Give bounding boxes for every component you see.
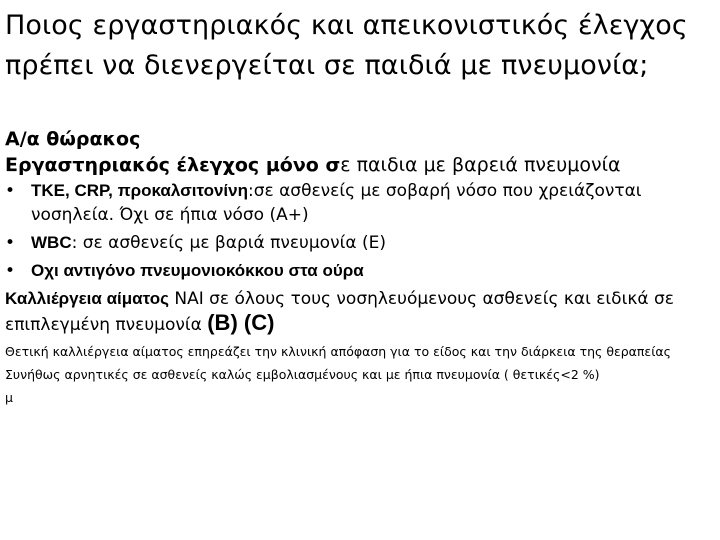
bullet-bold-text: Οχι αντιγόνο πνευμονιοκόκκου στα ούρα [31,261,364,280]
bullet-icon: • [5,261,16,281]
blood-culture-bold: Καλλιέργεια αίματος [5,289,169,308]
evidence-grade: (B) (C) [207,310,275,335]
bullet-item-wbc [5,231,717,255]
note-fragment: μ [5,390,13,405]
chest-xray-line: Α/α θώρακος [5,128,141,150]
bullet-icon: • [5,233,16,253]
bullet-text: : σε ασθενείς με βαριά πνευμονία (E) [71,233,386,253]
bullet-item-urine-antigen [5,259,717,283]
bullet-icon: • [5,181,16,201]
blood-culture-paragraph [5,287,717,337]
lab-tests-line [5,152,717,178]
bullet-bold-text: WBC [31,233,72,252]
slide-body [5,126,717,407]
note-positive-culture: Θετική καλλιέργεια αίματος επηρεάζει την κλινική απόφαση για το είδος και την διάρκεια της θεραπείας [5,344,671,359]
bullet-text: :σε ασθενείς με σοβαρή νόσο που χρειάζονται νοσηλεία. Όχι σε ήπια νόσο (A+) [31,181,642,225]
lab-tests-rest: ε παιδια με βαρειά πνευμονία [340,154,621,176]
note-negative-culture: Συνήθως αρνητικές σε ασθενείς καλώς εμβολιασμένους και με ήπια πνευμονία ( θετικές<2 %) [5,367,600,382]
bullet-bold-text: ΤΚΕ, CRP, προκαλσιτονίνη [31,181,248,200]
bullet-item-inflammatory-markers [5,179,717,227]
lab-tests-bold: Εργαστηριακός έλεγχος μόνο σ [5,154,341,176]
blood-culture-text: ΝΑΙ σε όλους τους νοσηλευόμενους ασθενείς και ειδικά σε επιπλεγμένη πνευμονία [5,289,674,335]
slide-title: Ποιος εργαστηριακός και απεικονιστικός έλεγχος πρέπει να διενεργείται σε παιδιά με πνευμονία; [5,10,688,81]
